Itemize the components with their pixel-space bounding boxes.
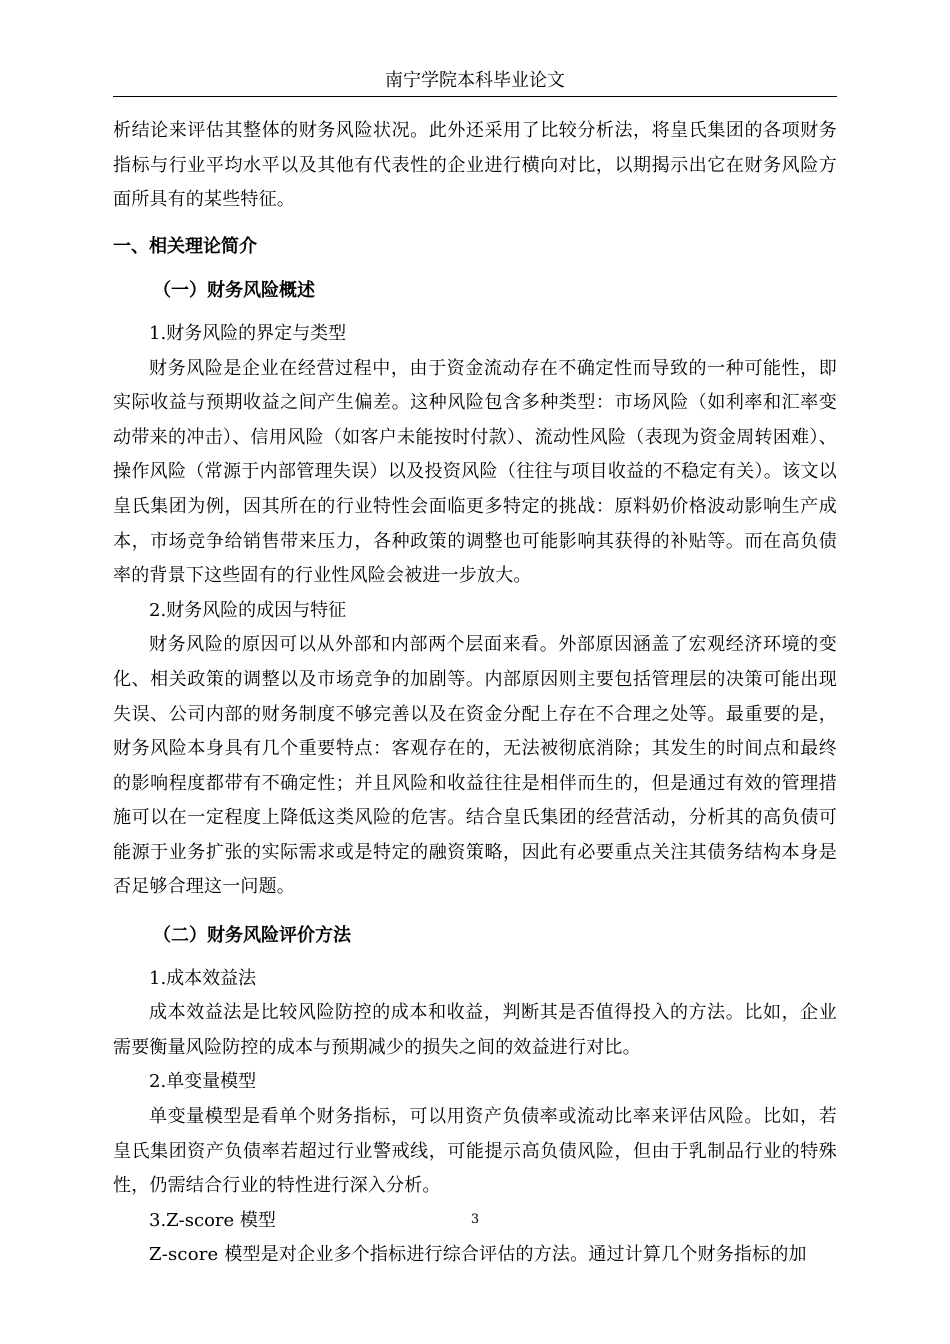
running-header: 南宁学院本科毕业论文 [385,70,565,91]
method-title-cost-benefit: 1.成本效益法 [149,967,257,989]
method-title-zscore: 3.Z-score 模型 [149,1209,276,1231]
subsection-title-overview: （一）财务风险概述 [153,280,315,302]
section-title: 一、相关理论简介 [113,235,257,257]
method-paragraph-cost-benefit: 成本效益法是比较风险防控的成本和收益，判断其是否值得投入的方法。比如，企业需要衡量风险防控的成本与预期减少的损失之间的效益进行对比。 [113,1002,837,1058]
method-title-univariate: 2.单变量模型 [149,1071,257,1093]
intro-paragraph: 析结论来评估其整体的财务风险状况。此外还采用了比较分析法，将皇氏集团的各项财务指标与行业平均水平以及其他有代表性的企业进行横向对比，以期揭示出它在财务风险方面所具有的某些特征。 [113,120,837,211]
method-paragraph-zscore: Z-score 模型是对企业多个指标进行综合评估的方法。通过计算几个财务指标的加 [149,1244,807,1266]
page-body [113,114,837,1273]
item-paragraph-definition: 财务风险是企业在经营过程中，由于资金流动存在不确定性而导致的一种可能性，即实际收益与预期收益之间产生偏差。这种风险包含多种类型：市场风险（如利率和汇率变动带来的冲击）、信用风险（如客户未能按时付款）、流动性风险（表现为资金周转困难）、操作风险（常源于内部管理失误）以及投资风险（往往与项目收益的不稳定有关）。该文以皇氏集团为例，因其所在的行业特性会面临更多特定的挑战：原料奶价格波动影响生产成本，市场竞争给销售带来压力，各种政策的调整也可能影响其获得的补贴等。而在高负债率的背景下这些固有的行业性风险会被进一步放大。 [113,357,837,587]
method-paragraph-univariate: 单变量模型是看单个财务指标，可以用资产负债率或流动比率来评估风险。比如，若皇氏集团资产负债率若超过行业警戒线，可能提示高负债风险，但由于乳制品行业的特殊性，仍需结合行业的特性进行深入分析。 [113,1106,837,1197]
header-divider [113,96,837,97]
item-paragraph-causes: 财务风险的原因可以从外部和内部两个层面来看。外部原因涵盖了宏观经济环境的变化、相关政策的调整以及市场竞争的加剧等。内部原因则主要包括管理层的决策可能出现失误、公司内部的财务制度不够完善以及在资金分配上存在不合理之处等。最重要的是，财务风险本身具有几个重要特点：客观存在的，无法被彻底消除；其发生的时间点和最终的影响程度都带有不确定性；并且风险和收益往往是相伴而生的，但是通过有效的管理措施可以在一定程度上降低这类风险的危害。结合皇氏集团的经营活动，分析其的高负债可能源于业务扩张的实际需求或是特定的融资策略，因此有必要重点关注其债务结构本身是否足够合理这一问题。 [113,634,837,898]
page-number: 3 [470,1212,480,1227]
subsection-title-methods: （二）财务风险评价方法 [153,925,351,947]
item-title-definition: 1.财务风险的界定与类型 [149,322,347,344]
item-title-causes: 2.财务风险的成因与特征 [149,599,347,621]
